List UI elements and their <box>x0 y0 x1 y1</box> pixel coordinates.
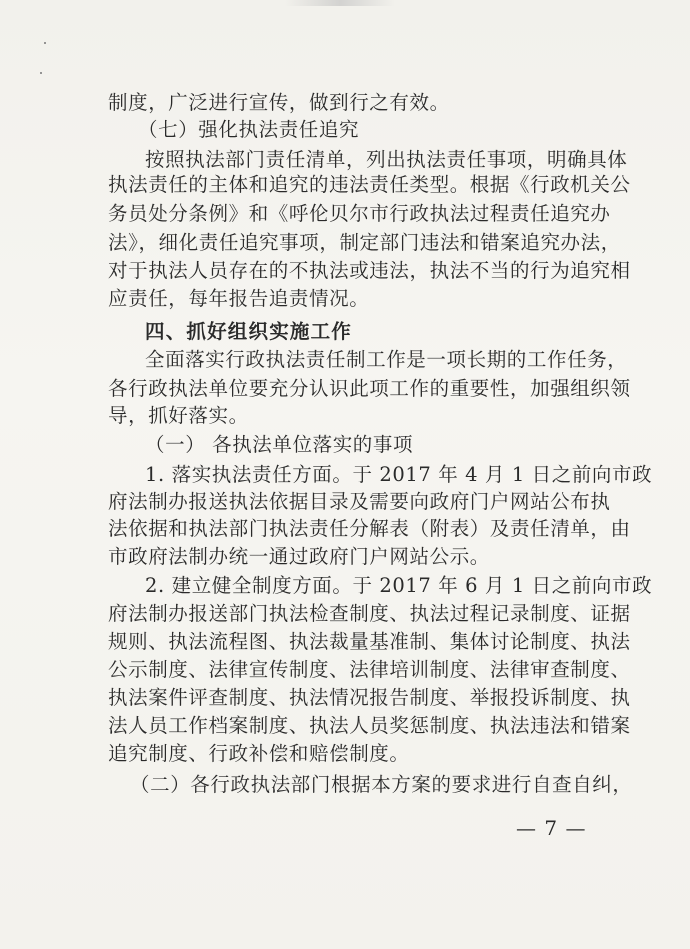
text-line: （二）各行政执法部门根据本方案的要求进行自查自纠， <box>130 773 633 796</box>
section-subheading: （七）强化执法责任追究 <box>138 118 360 141</box>
text-line: 法依据和执法部门执法责任分解表（附表）及责任清单，由 <box>108 517 631 540</box>
text-line: 法人员工作档案制度、执法人员奖惩制度、执法违法和错案 <box>108 714 631 737</box>
text-line: 法》，细化责任追究事项，制定部门违法和错案追究办法， <box>108 231 621 254</box>
text-line: 执法案件评查制度、执法情况报告制度、举报投诉制度、执 <box>108 686 631 709</box>
text-line: 2. 建立健全制度方面。于 2017 年 6 月 1 日之前向市政 <box>145 574 653 597</box>
text-line: 公示制度、法律宣传制度、法律培训制度、法律审查制度、 <box>108 658 631 681</box>
text-line: 府法制办报送执法依据目录及需要向政府门户网站公布执 <box>108 490 611 513</box>
text-line: 制度，广泛进行宣传，做到行之有效。 <box>108 91 450 114</box>
section-heading: 四、抓好组织实施工作 <box>145 320 353 343</box>
text-line: 执法责任的主体和追究的违法责任类型。根据《行政机关公 <box>108 173 631 196</box>
page-number: — 7 — <box>516 816 587 840</box>
text-line: 市政府法制办统一通过政府门户网站公示。 <box>108 545 490 568</box>
scan-dot <box>40 72 42 74</box>
text-line: 规则、执法流程图、执法裁量基准制、集体讨论制度、执法 <box>108 630 631 653</box>
text-line: 府法制办报送部门执法检查制度、执法过程记录制度、证据 <box>108 602 631 625</box>
text-line: 务员处分条例》和《呼伦贝尔市行政执法过程责任追究办 <box>108 202 611 225</box>
scan-smudge <box>285 0 395 6</box>
text-line: 导，抓好落实。 <box>108 404 249 427</box>
scan-dot <box>44 42 46 44</box>
text-line: 1. 落实执法责任方面。于 2017 年 4 月 1 日之前向市政 <box>145 463 653 486</box>
text-line: 对于执法人员存在的不执法或违法，执法不当的行为追究相 <box>108 259 631 282</box>
text-line: 各行政执法单位要充分认识此项工作的重要性，加强组织领 <box>108 377 631 400</box>
text-line: 按照执法部门责任清单，列出执法责任事项，明确具体 <box>145 148 628 171</box>
text-line: 全面落实行政执法责任制工作是一项长期的工作任务， <box>145 348 628 371</box>
section-subheading: （一） 各执法单位落实的事项 <box>145 433 414 456</box>
text-line: 追究制度、行政补偿和赔偿制度。 <box>108 742 410 765</box>
text-line: 应责任，每年报告追责情况。 <box>108 287 370 310</box>
